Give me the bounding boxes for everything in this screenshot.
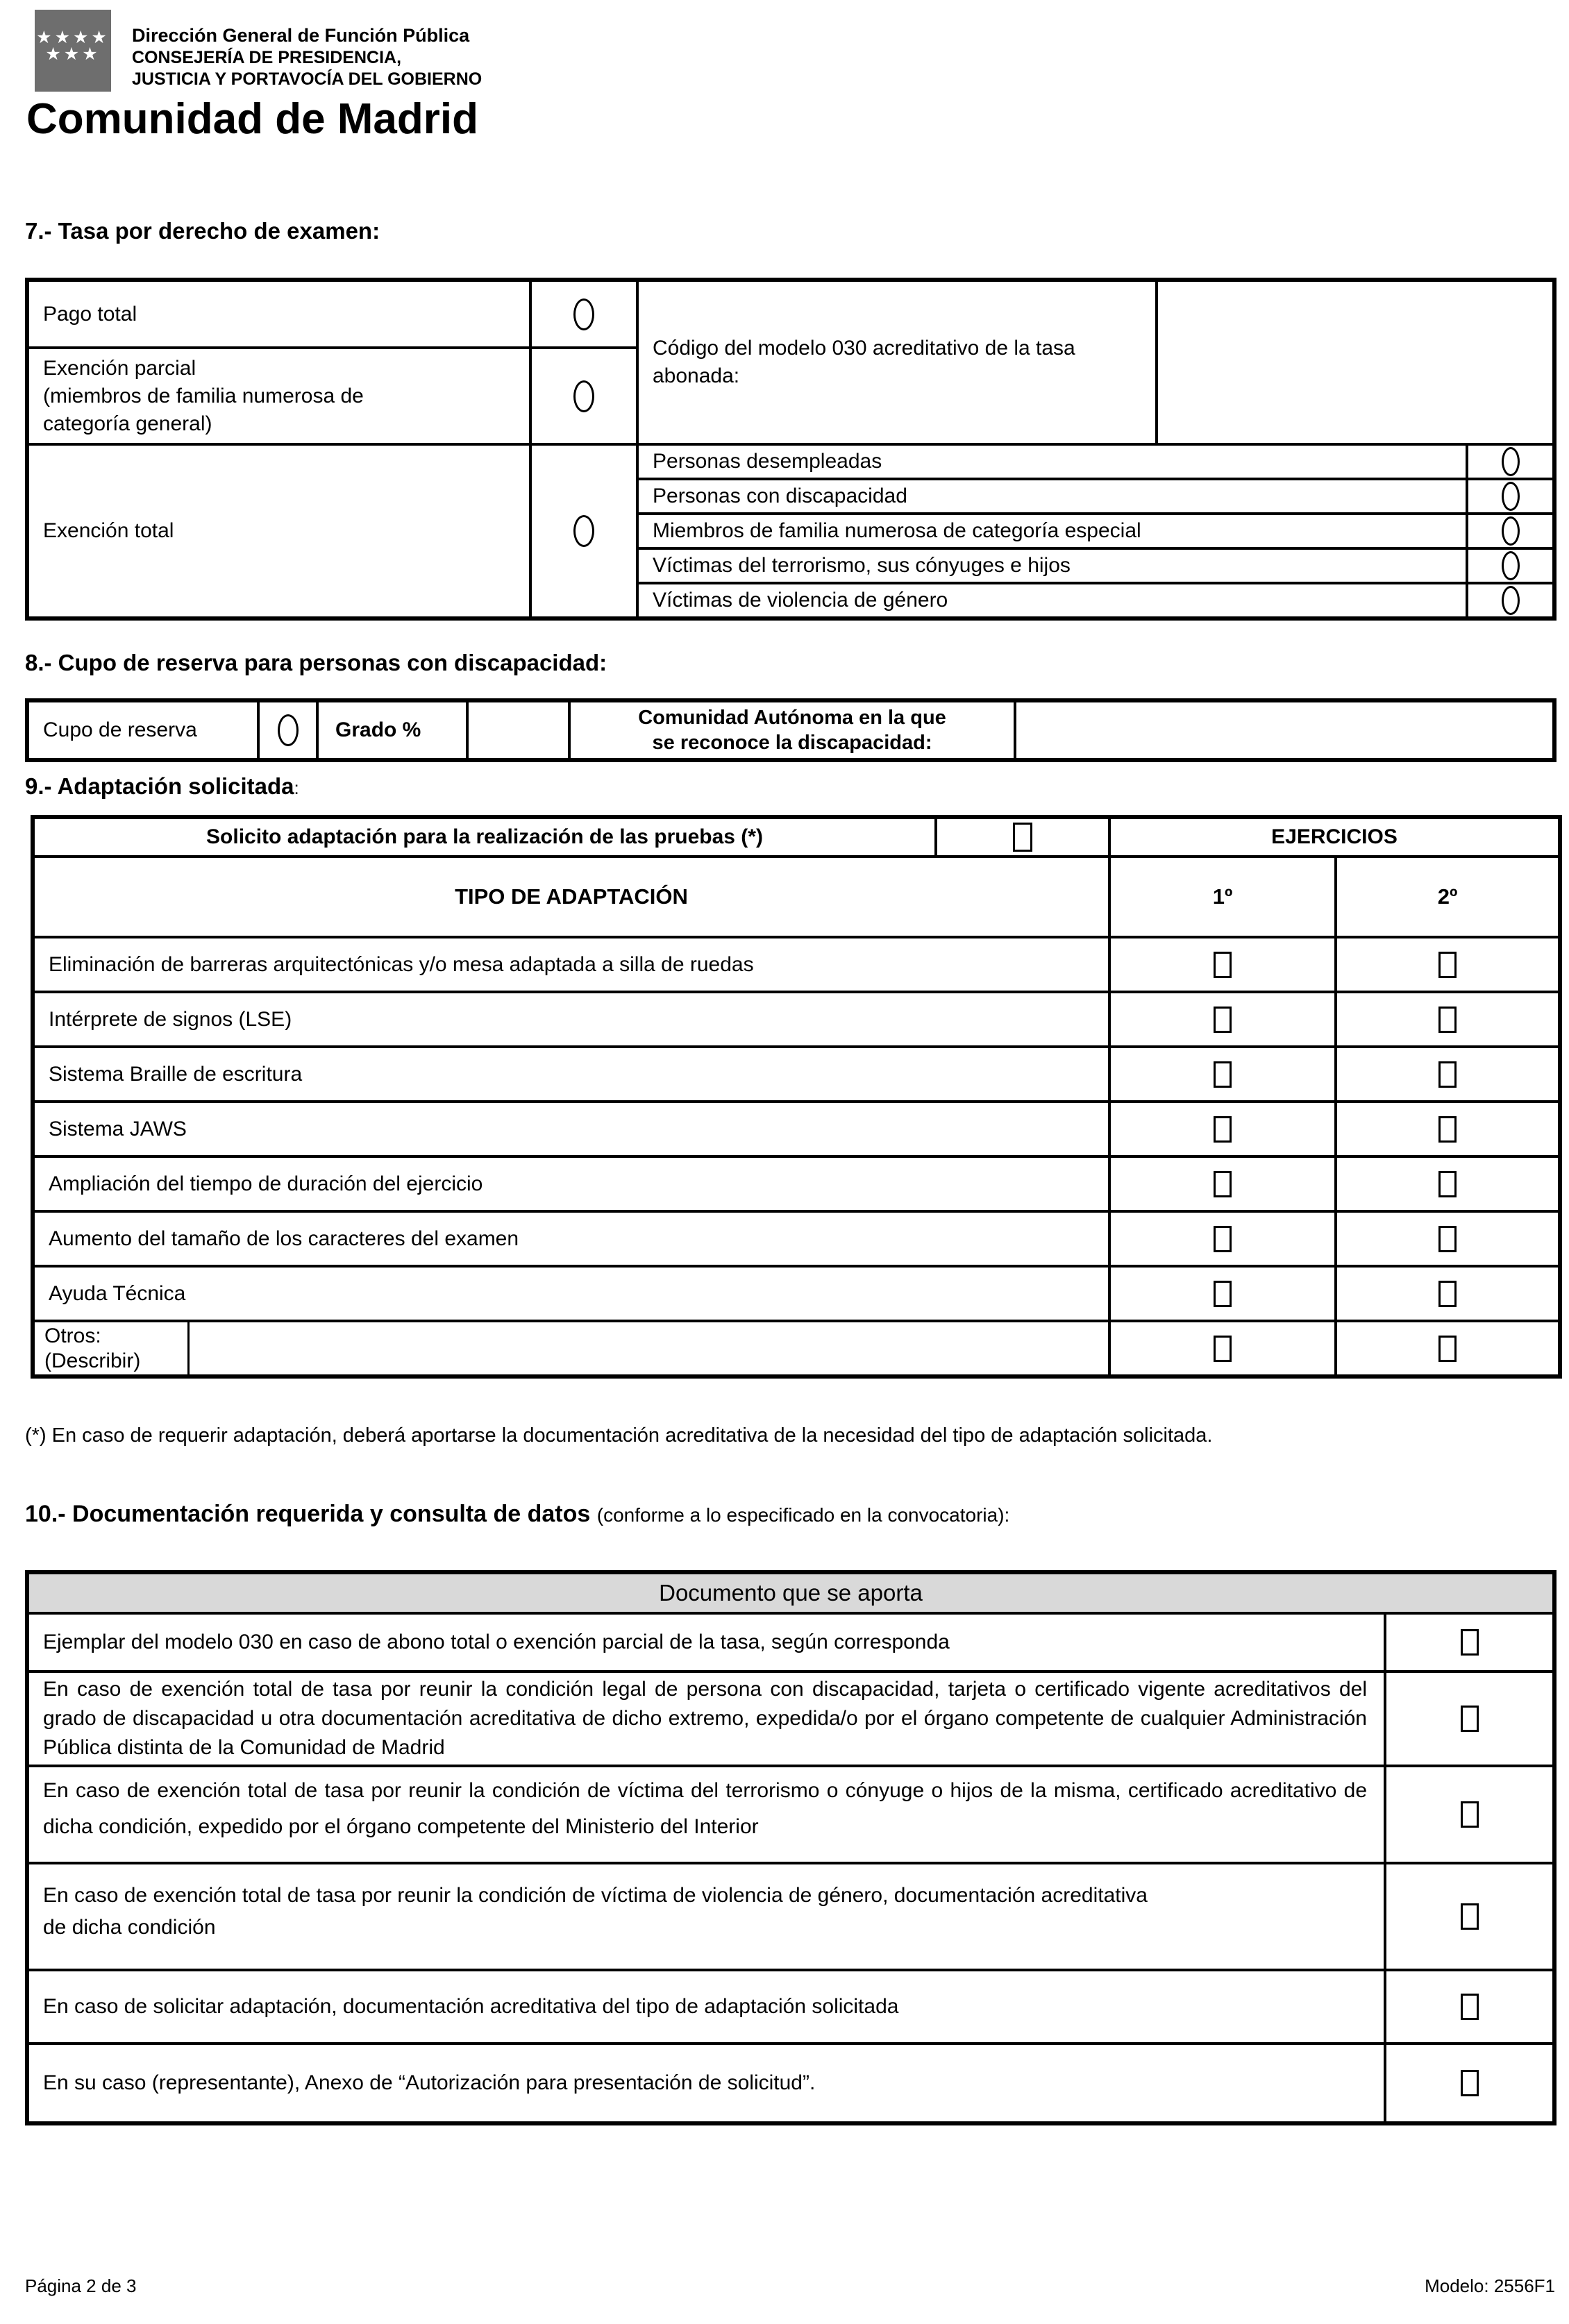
organization-block bbox=[132, 24, 482, 90]
radio-exencion-parcial[interactable] bbox=[573, 380, 594, 412]
checkbox-doc-modelo-030[interactable] bbox=[1461, 1629, 1479, 1656]
exencion-total-label: Exención total bbox=[29, 446, 529, 616]
reason-label: Personas con discapacidad bbox=[639, 480, 1466, 512]
ejercicios-header: EJERCICIOS bbox=[1111, 819, 1558, 855]
document-row-label: En caso de exención total de tasa por reunir la condición de víctima del terrorismo o cónyuge o hijos de la misma, certificado acreditativo de dicha condición, expedido por el órgano competente del Ministerio del Interior bbox=[29, 1767, 1384, 1862]
brand-title: Comunidad de Madrid bbox=[26, 95, 478, 143]
document-row-label: En caso de exención total de tasa por reunir la condición legal de persona con discapacidad, tarjeta o certificado vigente acreditativos del grado de discapacidad u otra documentación acreditativa de dicho extremo, expedida/o por el órgano competente de cualquier Administración Pública distinta de la Comunidad de Madrid bbox=[29, 1673, 1384, 1765]
checkbox-doc-terrorismo[interactable] bbox=[1461, 1801, 1479, 1828]
radio-reason-discapacidad[interactable] bbox=[1502, 482, 1520, 511]
star-icon: ★ bbox=[45, 44, 64, 64]
section8-title: 8.- Cupo de reserva para personas con discapacidad: bbox=[25, 650, 607, 675]
checkbox-adaptation-0-ej1[interactable] bbox=[1214, 952, 1232, 978]
radio-reason-victimas-terrorismo[interactable] bbox=[1502, 551, 1520, 580]
flag-stars-row bbox=[35, 46, 111, 63]
grado-input[interactable] bbox=[469, 702, 568, 758]
adaptation-label: Ayuda Técnica bbox=[35, 1268, 1108, 1320]
document-row-label: Ejemplar del modelo 030 en caso de abono total o exención parcial de la tasa, según corresponda bbox=[29, 1615, 1384, 1670]
section9-table bbox=[31, 815, 1562, 1379]
star-icon: ★ bbox=[54, 28, 73, 47]
star-icon: ★ bbox=[36, 28, 55, 47]
ejercicio-2-header: 2º bbox=[1337, 858, 1558, 936]
reason-label: Personas desempleadas bbox=[639, 446, 1466, 478]
documento-aporta-header: Documento que se aporta bbox=[29, 1574, 1552, 1612]
page-number: Página 2 de 3 bbox=[25, 2275, 137, 2296]
radio-cupo-reserva[interactable] bbox=[278, 714, 299, 746]
checkbox-adaptation-1-ej2[interactable] bbox=[1438, 1007, 1457, 1033]
madrid-flag-logo bbox=[35, 10, 111, 92]
checkbox-adaptation-6-ej2[interactable] bbox=[1438, 1281, 1457, 1307]
document-row-label: En su caso (representante), Anexo de “Autorización para presentación de solicitud”. bbox=[29, 2045, 1384, 2121]
checkbox-doc-violencia-genero[interactable] bbox=[1461, 1903, 1479, 1930]
grado-label: Grado % bbox=[319, 702, 466, 758]
document-row-label: En caso de exención total de tasa por reunir la condición de víctima de violencia de género, documentación acreditativa de dicha condición bbox=[29, 1864, 1384, 1969]
reason-label: Víctimas del terrorismo, sus cónyuges e hijos bbox=[639, 550, 1466, 582]
checkbox-adaptation-otros-ej1[interactable] bbox=[1214, 1336, 1232, 1362]
checkbox-adaptation-6-ej1[interactable] bbox=[1214, 1281, 1232, 1307]
model-number: Modelo: 2556F1 bbox=[1425, 2275, 1555, 2296]
otros-describir-input[interactable] bbox=[190, 1322, 1108, 1374]
document-row-label: En caso de solicitar adaptación, documentación acreditativa del tipo de adaptación solicitada bbox=[29, 1971, 1384, 2042]
adaptation-footnote: (*) En caso de requerir adaptación, deberá aportarse la documentación acreditativa de la necesidad del tipo de adaptación solicitada. bbox=[25, 1424, 1213, 1447]
codigo-030-label: Código del modelo 030 acreditativo de la tasa abonada: bbox=[639, 282, 1155, 443]
pago-total-label: Pago total bbox=[29, 282, 529, 346]
comunidad-autonoma-label: Comunidad Autónoma en la que se reconoce la discapacidad: bbox=[571, 702, 1014, 758]
checkbox-adaptation-2-ej1[interactable] bbox=[1214, 1061, 1232, 1088]
section7-table bbox=[25, 278, 1557, 621]
star-icon: ★ bbox=[63, 44, 83, 64]
section7-title: 7.- Tasa por derecho de examen: bbox=[25, 218, 380, 244]
org-line-2: CONSEJERÍA DE PRESIDENCIA, bbox=[132, 48, 402, 67]
checkbox-adaptation-0-ej2[interactable] bbox=[1438, 952, 1457, 978]
section10-title: 10.- Documentación requerida y consulta de datos (conforme a lo especificado en la convocatoria): bbox=[25, 1501, 1010, 1527]
exencion-parcial-label: Exención parcial (miembros de familia numerosa de categoría general) bbox=[29, 349, 529, 443]
radio-reason-violencia-genero[interactable] bbox=[1502, 586, 1520, 615]
checkbox-adaptation-3-ej1[interactable] bbox=[1214, 1116, 1232, 1143]
section8-table bbox=[25, 698, 1557, 762]
section10-table bbox=[25, 1570, 1557, 2125]
comunidad-autonoma-input[interactable] bbox=[1016, 702, 1552, 758]
checkbox-doc-representante[interactable] bbox=[1461, 2070, 1479, 2096]
adaptation-label: Aumento del tamaño de los caracteres del examen bbox=[35, 1213, 1108, 1265]
star-icon: ★ bbox=[91, 28, 110, 47]
checkbox-solicito-adaptacion[interactable] bbox=[1013, 823, 1032, 852]
ejercicio-1-header: 1º bbox=[1111, 858, 1334, 936]
solicito-adaptacion-label: Solicito adaptación para la realización de las pruebas (*) bbox=[35, 819, 934, 855]
adaptation-label: Sistema JAWS bbox=[35, 1103, 1108, 1155]
checkbox-adaptation-3-ej2[interactable] bbox=[1438, 1116, 1457, 1143]
checkbox-doc-discapacidad[interactable] bbox=[1461, 1706, 1479, 1732]
checkbox-adaptation-4-ej1[interactable] bbox=[1214, 1171, 1232, 1197]
checkbox-adaptation-4-ej2[interactable] bbox=[1438, 1171, 1457, 1197]
adaptation-label: Intérprete de signos (LSE) bbox=[35, 993, 1108, 1045]
radio-exencion-total[interactable] bbox=[573, 515, 594, 547]
checkbox-adaptation-1-ej1[interactable] bbox=[1214, 1007, 1232, 1033]
adaptation-label: Eliminación de barreras arquitectónicas y/o mesa adaptada a silla de ruedas bbox=[35, 938, 1108, 991]
radio-pago-total[interactable] bbox=[573, 298, 594, 330]
adaptation-label: Ampliación del tiempo de duración del ejercicio bbox=[35, 1158, 1108, 1210]
checkbox-adaptation-otros-ej2[interactable] bbox=[1438, 1336, 1457, 1362]
checkbox-adaptation-5-ej1[interactable] bbox=[1214, 1226, 1232, 1252]
tipo-adaptacion-header: TIPO DE ADAPTACIÓN bbox=[35, 858, 1108, 936]
adaptation-label: Sistema Braille de escritura bbox=[35, 1048, 1108, 1100]
checkbox-adaptation-2-ej2[interactable] bbox=[1438, 1061, 1457, 1088]
cupo-reserva-label: Cupo de reserva bbox=[29, 702, 257, 758]
reason-label: Víctimas de violencia de género bbox=[639, 584, 1466, 616]
reason-label: Miembros de familia numerosa de categoría especial bbox=[639, 515, 1466, 547]
org-line-1: Dirección General de Función Pública bbox=[132, 25, 470, 46]
star-icon: ★ bbox=[73, 28, 92, 47]
checkbox-adaptation-5-ej2[interactable] bbox=[1438, 1226, 1457, 1252]
codigo-030-input[interactable] bbox=[1158, 282, 1552, 443]
radio-reason-desempleadas[interactable] bbox=[1502, 447, 1520, 476]
otros-label: Otros: (Describir) bbox=[35, 1322, 190, 1374]
star-icon: ★ bbox=[82, 44, 101, 64]
radio-reason-familia-numerosa-especial[interactable] bbox=[1502, 516, 1520, 546]
checkbox-doc-adaptacion[interactable] bbox=[1461, 1994, 1479, 2020]
org-line-3: JUSTICIA Y PORTAVOCÍA DEL GOBIERNO bbox=[132, 69, 483, 89]
section9-title: 9.- Adaptación solicitada: bbox=[25, 773, 299, 799]
